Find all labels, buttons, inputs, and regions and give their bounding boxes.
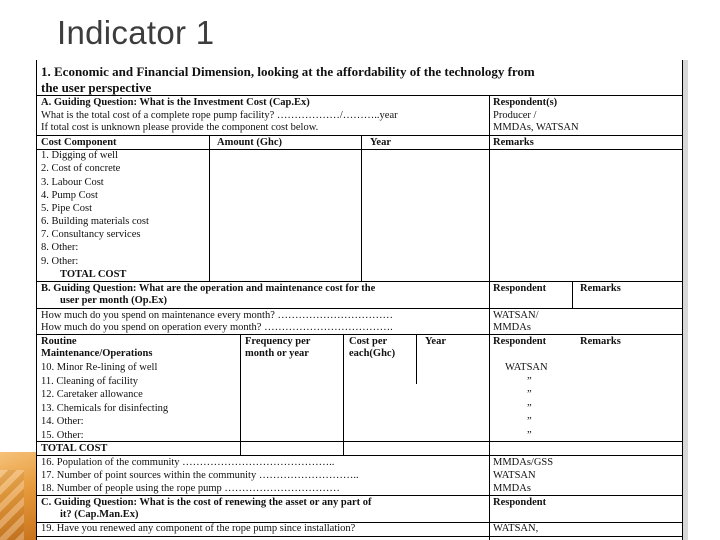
capmanex-question-line-1: C. Guiding Question: What is the cost of renewing the asset or any part of bbox=[41, 497, 372, 508]
rule bbox=[572, 281, 573, 308]
capex-item: 2. Cost of concrete bbox=[41, 163, 121, 174]
opex-item-respondent: WATSAN bbox=[505, 362, 548, 373]
rule bbox=[489, 281, 490, 308]
opex-item: 10. Minor Re-lining of well bbox=[41, 362, 158, 373]
capex-item: 4. Pump Cost bbox=[41, 190, 98, 201]
opex-question-line-1: B. Guiding Question: What are the operation and maintenance cost for the bbox=[41, 283, 376, 294]
col-routine-line-1: Routine bbox=[41, 336, 77, 347]
opex-remarks-header: Remarks bbox=[580, 283, 621, 294]
rule bbox=[361, 135, 362, 281]
section-heading-line-1: 1. Economic and Financial Dimension, looking at the affordability of the technology from bbox=[41, 64, 535, 79]
col-cost-line-1: Cost per bbox=[349, 336, 388, 347]
capex-respondent-1: Producer / bbox=[493, 110, 537, 121]
capex-item: 1. Digging of well bbox=[41, 150, 118, 161]
rule bbox=[489, 334, 490, 455]
capex-item: 3. Labour Cost bbox=[41, 177, 104, 188]
community-row-respondent: MMDAs bbox=[493, 483, 531, 494]
opex-respondent-2: MMDAs bbox=[493, 322, 531, 333]
capex-component-instruction: If total cost is unknown please provide the component cost below. bbox=[41, 122, 319, 133]
slide-title: Indicator 1 bbox=[57, 14, 215, 51]
opex-item-respondent: ” bbox=[527, 376, 532, 387]
opex-item: 15. Other: bbox=[41, 430, 84, 441]
rule bbox=[36, 135, 683, 136]
opex-item: 11. Cleaning of facility bbox=[41, 376, 139, 387]
left-decoration-texture bbox=[0, 470, 24, 540]
capex-respondent-2: MMDAs, WATSAN bbox=[493, 122, 579, 133]
community-row: 18. Number of people using the rope pump …………………………… bbox=[41, 483, 340, 494]
opex-respondent-1: WATSAN/ bbox=[493, 310, 539, 321]
rule bbox=[36, 495, 683, 496]
capmanex-respondent-header: Respondent bbox=[493, 497, 547, 508]
rule bbox=[343, 334, 344, 455]
border-left bbox=[36, 60, 37, 540]
col-remarks: Remarks bbox=[493, 137, 534, 148]
capmanex-question-line-2: it? (Cap.Man.Ex) bbox=[60, 509, 139, 520]
opex-operation-question: How much do you spend on operation every month? ………………………………. bbox=[41, 322, 393, 333]
opex-item: 12. Caretaker allowance bbox=[41, 389, 143, 400]
rule bbox=[36, 149, 683, 150]
col-amount: Amount (Ghc) bbox=[217, 137, 283, 148]
col-opex-remarks: Remarks bbox=[580, 336, 621, 347]
col-frequency-line-2: month or year bbox=[245, 348, 309, 359]
col-opex-year: Year bbox=[425, 336, 446, 347]
rule bbox=[209, 135, 210, 281]
question-19: 19. Have you renewed any component of the rope pump since installation? bbox=[41, 523, 356, 534]
capex-question: A. Guiding Question: What is the Investment Cost (Cap.Ex) bbox=[41, 97, 310, 108]
opex-respondent-header: Respondent bbox=[493, 283, 547, 294]
capex-total: TOTAL COST bbox=[60, 269, 127, 280]
community-row-respondent: MMDAs/GSS bbox=[493, 457, 554, 468]
col-cost-line-2: each(Ghc) bbox=[349, 348, 396, 359]
community-row: 16. Population of the community …………………………………….. bbox=[41, 457, 335, 468]
capex-item: 5. Pipe Cost bbox=[41, 203, 93, 214]
border-right bbox=[682, 60, 683, 540]
right-scroll-edge bbox=[683, 60, 688, 540]
opex-maintenance-question: How much do you spend on maintenance every month? …………………………… bbox=[41, 310, 393, 321]
rule bbox=[416, 334, 417, 384]
col-opex-respondent: Respondent bbox=[493, 336, 547, 347]
opex-item: 13. Chemicals for disinfecting bbox=[41, 403, 169, 414]
rule bbox=[240, 334, 241, 455]
opex-item-respondent: ” bbox=[527, 416, 532, 427]
section-heading-line-2: the user perspective bbox=[41, 80, 152, 95]
rule bbox=[36, 95, 683, 96]
capex-total-cost-question: What is the total cost of a complete rope pump facility? ………………/………..year bbox=[41, 110, 398, 121]
rule bbox=[489, 455, 490, 540]
opex-item-respondent: ” bbox=[527, 430, 532, 441]
col-cost-component: Cost Component bbox=[41, 137, 117, 148]
opex-item-respondent: ” bbox=[527, 389, 532, 400]
col-routine-line-2: Maintenance/Operations bbox=[41, 348, 153, 359]
opex-item-respondent: ” bbox=[527, 403, 532, 414]
community-row: 17. Number of point sources within the community ……………………….. bbox=[41, 470, 359, 481]
col-frequency-line-1: Frequency per bbox=[245, 336, 311, 347]
opex-question-line-2: user per month (Op.Ex) bbox=[60, 295, 167, 306]
question-19-respondent: WATSAN, bbox=[493, 523, 539, 534]
rule bbox=[36, 281, 683, 282]
rule bbox=[489, 135, 490, 281]
opex-total: TOTAL COST bbox=[41, 443, 108, 454]
rule bbox=[36, 308, 683, 309]
rule bbox=[36, 441, 683, 442]
rule bbox=[36, 455, 683, 456]
capex-item: 6. Building materials cost bbox=[41, 216, 149, 227]
rule bbox=[36, 536, 683, 537]
rule bbox=[489, 95, 490, 135]
capex-item: 7. Consultancy services bbox=[41, 229, 141, 240]
capex-item: 9. Other: bbox=[41, 256, 79, 267]
opex-item: 14. Other: bbox=[41, 416, 84, 427]
community-row-respondent: WATSAN bbox=[493, 470, 536, 481]
capex-respondents-header: Respondent(s) bbox=[493, 97, 558, 108]
col-year: Year bbox=[370, 137, 391, 148]
section-heading bbox=[41, 64, 535, 96]
capex-item: 8. Other: bbox=[41, 242, 79, 253]
questionnaire-document bbox=[36, 60, 683, 540]
rule bbox=[36, 334, 683, 335]
rule bbox=[489, 308, 490, 334]
